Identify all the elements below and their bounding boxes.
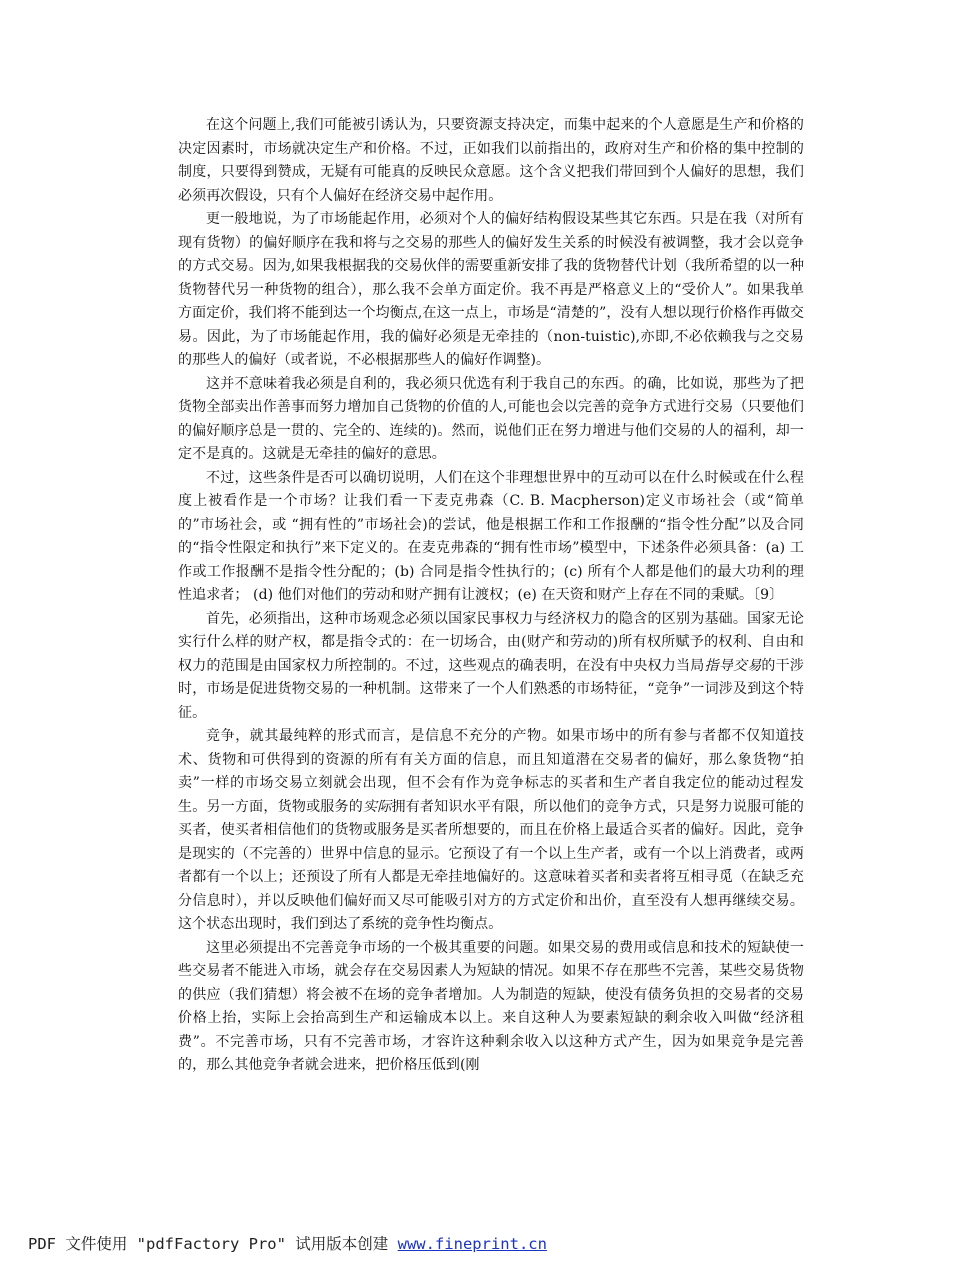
paragraph-2: 更一般地说，为了市场能起作用，必须对个人的偏好结构假设某些其它东西。只是在我（对所有现有货物）的偏好顺序在我和将与之交易的那些人的偏好发生关系的时候没有被调整，我才会以竞争的方式交易。因为,如果我根据我的交易伙伴的需要重新安排了我的货物替代计划（我所希望的以一种货物替代另一种货物的组合），那么我不会单方面定价。我不再是严格意义上的“受价人”。如果我单方面定价，我们将不能到达一个均衡点,在这一点上，市场是“清楚的”，没有人想以现行价格作再做交易。因此，为了市场能起作用，我的偏好必须是无牵挂的（non-tuistic),亦即,不必依赖我与之交易的那些人的偏好（或者说，不必根据那些人的偏好作调整)。 (178, 211, 804, 368)
paragraph-4: 不过，这些条件是否可以确切说明，人们在这个非理想世界中的互动可以在什么时候或在什么程度上被看作是一个市场？让我们看一下麦克弗森（C. B. Macpherson)定义市场社会（或“简单的”市场社会，或 “拥有性的”市场社会)的尝试，他是根据工作和工作报酬的“指令性分配”以及合同的“指令性限定和执行”来下定义的。在麦克弗森的“拥有性市场”模型中，下述条件必须具备：(a) 工作或工作报酬不是指令性分配的；(b) 合同是指令性执行的；(c) 所有个人都是他们的最大功利的理性追求者； (d) 他们对他们的劳动和财产拥有让渡权；(e) 在天资和财产上存在不同的秉赋。〔9〕 (178, 469, 804, 603)
footer-text: PDF 文件使用 "pdfFactory Pro" 试用版本创建 (28, 1235, 398, 1253)
paragraph-6 (178, 725, 804, 937)
paragraph-5-text-after: 的干涉时，市场是促进货物交易的一种机制。这带来了一个人们熟悉的市场特征，“竞争”一词涉及到这个特征。 (178, 657, 804, 721)
paragraph-6-emphasis: 实际 (363, 798, 392, 815)
paragraph-5 (178, 608, 804, 726)
paragraph-5-emphasis: 指导交易 (704, 657, 762, 674)
paragraph-6-text-before: 竞争，就其最纯粹的形式而言，是信息不充分的产物。如果市场中的所有参与者都不仅知道技术、货物和可供得到的资源的所有有关方面的信息，而且知道潜在交易者的偏好，那么象货物“拍卖”一样的市场交易立刻就会出现，但不会有作为竞争标志的买者和生产者自我定位的能动过程发生。另一方面，货物或服务的 (178, 728, 804, 815)
paragraph-3: 这并不意味着我必须是自利的，我必须只优选有利于我自己的东西。的确，比如说，那些为了把货物全部卖出作善事而努力增加自己货物的价值的人,可能也会以完善的竞争方式进行交易（只要他们的偏好顺序总是一贯的、完全的、连续的)。然而，说他们正在努力增进与他们交易的人的福利，却一定不是真的。这就是无牵挂的偏好的意思。 (178, 375, 804, 462)
footer-link[interactable]: www.fineprint.cn (397, 1235, 547, 1253)
paragraph-7: 这里必须提出不完善竞争市场的一个极其重要的问题。如果交易的费用或信息和技术的短缺使一些交易者不能进入市场，就会存在交易因素人为短缺的情况。如果不存在那些不完善，某些交易货物的供应（我们猜想）将会被不在场的竞争者增加。人为制造的短缺，使没有债务负担的交易者的交易价格上抬，实际上会抬高到生产和运输成本以上。来自这种人为要素短缺的剩余收入叫做“经济租费”。不完善市场，只有不完善市场，才容许这种剩余收入以这种方式产生，因为如果竞争是完善的，那么其他竞争者就会进来，把价格压低到(刚 (178, 939, 804, 1073)
paragraph-1: 在这个问题上,我们可能被引诱认为，只要资源支持决定，而集中起来的个人意愿是生产和价格的决定因素时，市场就决定生产和价格。不过，正如我们以前指出的，政府对生产和价格的集中控制的制度，只要得到赞成，无疑有可能真的反映民众意愿。这个含义把我们带回到个人偏好的思想，我们必须再次假设，只有个人偏好在经济交易中起作用。 (178, 117, 804, 204)
paragraph-5-text-before: 首先，必须指出，这种市场观念必须以国家民事权力与经济权力的隐含的区别为基础。国家无论实行什么样的财产权，都是指令式的：在一切场合，由(财产和劳动的)所有权所赋予的权利、自由和权力的范围是由国家权力所控制的。不过，这些观点的确表明，在没有中央权力当局 (178, 610, 804, 674)
paragraph-6-text-after: 拥有者知识水平有限，所以他们的竞争方式，只是努力说服可能的买者，使买者相信他们的货物或服务是买者所想要的，而且在价格上最适合买者的偏好。因此，竞争是现实的（不完善的）世界中信息的显示。它预设了有一个以上生产者，或有一个以上消费者，或两者都有一个以上；还预设了所有人都是无牵挂地偏好的。这意味着买者和卖者将互相寻觅（在缺乏充分信息时），并以反映他们偏好而又尽可能吸引对方的方式定价和出价，直至没有人想再继续交易。这个状态出现时，我们到达了系统的竞争性均衡点。 (178, 798, 804, 932)
pdf-footer (28, 1232, 547, 1254)
page-body (178, 114, 804, 1078)
